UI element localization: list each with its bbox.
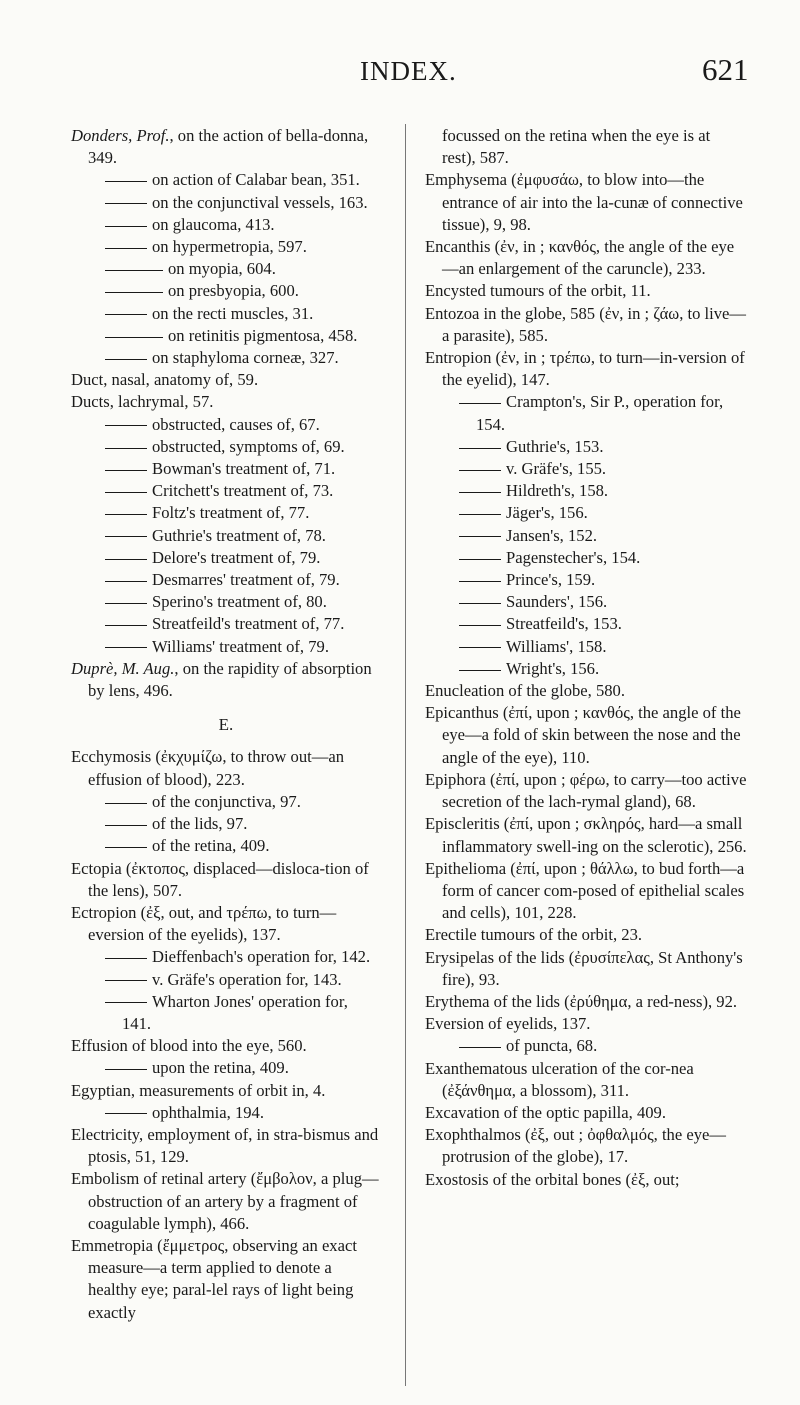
index-entry-donders <box>71 125 381 169</box>
sub-entry: on retinitis pigmentosa, 458. <box>71 325 381 347</box>
page-header <box>0 0 800 100</box>
index-entry-electricity: Electricity, employment of, in stra-bismus and ptosis, 51, 129. <box>71 1124 379 1167</box>
index-entry-entropion: Entropion (ἐν, in ; τρέπω, to turn—in-version of the eyelid), 147. <box>425 348 745 390</box>
index-entry-entozoa: Entozoa in the globe, 585 (ἐν, in ; ζάω, to live—a parasite), 585. <box>425 303 747 345</box>
sub-entry: on staphyloma corneæ, 327. <box>71 347 381 369</box>
sub-entry: on presbyopia, 600. <box>71 280 381 302</box>
index-entry-epicanthus: Epicanthus (ἐπί, upon ; κανθός, the angle of the eye—a fold of skin between the nose and the angle of the eye), 110. <box>425 703 741 767</box>
sub-entry: on action of Calabar bean, 351. <box>71 169 381 191</box>
sub-entry: Jansen's, 152. <box>425 525 747 547</box>
sub-entry: Crampton's, Sir P., operation for, 154. <box>425 391 747 435</box>
index-entry-exostosis: Exostosis of the orbital bones (ἐξ, out; <box>425 1169 680 1189</box>
sub-entry: Bowman's treatment of, 71. <box>71 458 381 480</box>
sub-entry: obstructed, symptoms of, 69. <box>71 436 381 458</box>
index-entry-enucleation: Enucleation of the globe, 580. <box>425 681 625 701</box>
index-entry-encanthis: Encanthis (ἐν, in ; κανθός, the angle of the eye—an enlargement of the caruncle), 233. <box>425 237 735 279</box>
index-entry-ectopia: Ectopia (ἐκτοπος, displaced—disloca-tion of the lens), 507. <box>71 858 369 900</box>
index-entry-epiphora: Epiphora (ἐπί, upon ; φέρω, to carry—too active secretion of the lach-rymal gland), 68. <box>425 769 747 812</box>
index-entry-erysipelas: Erysipelas of the lids (ἐρυσίπελας, St Anthony's fire), 93. <box>425 947 743 989</box>
index-entry-erythema: Erythema of the lids (ἐρύθημα, a red-ness), 92. <box>425 991 738 1011</box>
sub-entry: Critchett's treatment of, 73. <box>71 480 381 502</box>
index-entry-excavation: Excavation of the optic papilla, 409. <box>425 1102 666 1122</box>
sub-entry: on hypermetropia, 597. <box>71 236 381 258</box>
sub-entry: Pagenstecher's, 154. <box>425 547 747 569</box>
sub-entry: v. Gräfe's operation for, 143. <box>71 969 381 991</box>
sub-entry: Guthrie's, 153. <box>425 436 747 458</box>
index-entry-eversion: Eversion of eyelids, 137. <box>425 1014 591 1034</box>
index-entry-emphysema: Emphysema (ἐμφυσάω, to blow into—the entrance of air into the la-cunæ of connective tissue), 9, 98. <box>425 170 743 234</box>
page-number: 621 <box>702 52 749 87</box>
sub-entry: on the conjunctival vessels, 163. <box>71 192 381 214</box>
index-entry-egyptian: Egyptian, measurements of orbit in, 4. <box>71 1080 326 1100</box>
index-entry-ecchymosis: Ecchymosis (ἐκχυμίζω, to throw out—an effusion of blood), 223. <box>71 747 345 789</box>
sub-entry: on the recti muscles, 31. <box>71 303 381 325</box>
index-entry-encysted: Encysted tumours of the orbit, 11. <box>425 281 651 301</box>
index-entry-episcleritis: Episcleritis (ἐπί, upon ; σκληρός, hard—a small inflammatory swell-ing on the sclerotic), 256. <box>425 814 747 856</box>
entry-text: , on the action of bella-donna, 349. <box>88 126 369 168</box>
sub-entry: upon the retina, 409. <box>71 1057 381 1079</box>
sub-entry: Streatfeild's, 153. <box>425 613 747 635</box>
index-entry-embolism: Embolism of retinal artery (ἔμβολον, a plug—obstruction of an artery by a fragment of coagulable lymph), 466. <box>71 1169 379 1233</box>
section-letter-e: E. <box>218 715 234 735</box>
right-column <box>425 125 747 1191</box>
sub-entry: Jäger's, 156. <box>425 502 747 524</box>
running-title: INDEX. <box>360 56 457 86</box>
sub-entry: of the lids, 97. <box>71 813 381 835</box>
index-entry-ectropion: Ectropion (ἐξ, out, and τρέπω, to turn—eversion of the eyelids), 137. <box>71 902 337 945</box>
sub-entry: of puncta, 68. <box>425 1035 747 1057</box>
sub-entry: of the conjunctiva, 97. <box>71 791 381 813</box>
left-column <box>71 125 381 1324</box>
index-entry-duct: Duct, nasal, anatomy of, 59. <box>71 370 259 390</box>
index-entry-emmetropia: Emmetropia (ἔμμετρος, observing an exact measure—a term applied to denote a healthy eye; paral-lel rays of light being exactly <box>71 1235 357 1322</box>
sub-entry: Williams', 158. <box>425 636 747 658</box>
index-entry-exanthematous: Exanthematous ulceration of the cor-nea (ἐξάνθημα, a blossom), 311. <box>425 1058 694 1100</box>
index-entry-dupre <box>71 658 381 702</box>
sub-entry: Wright's, 156. <box>425 658 747 680</box>
index-columns <box>0 125 800 1395</box>
sub-entry: Williams' treatment of, 79. <box>71 636 381 658</box>
sub-entry: Foltz's treatment of, 77. <box>71 502 381 524</box>
sub-entry: Desmarres' treatment of, 79. <box>71 569 381 591</box>
sub-entry: Dieffenbach's operation for, 142. <box>71 946 381 968</box>
sub-entry: Streatfeild's treatment of, 77. <box>71 613 381 635</box>
sub-entry: ophthalmia, 194. <box>71 1102 381 1124</box>
sub-entry: Wharton Jones' operation for, 141. <box>71 991 381 1035</box>
index-entry-exophthalmos: Exophthalmos (ἐξ, out ; ὀφθαλμός, the eye—protrusion of the globe), 17. <box>425 1125 726 1167</box>
sub-entry: on glaucoma, 413. <box>71 214 381 236</box>
sub-entry: Prince's, 159. <box>425 569 747 591</box>
index-entry-effusion: Effusion of blood into the eye, 560. <box>71 1036 307 1056</box>
entry-text: , on the rapidity of absorption by lens, 496. <box>88 658 372 701</box>
sub-entry: obstructed, causes of, 67. <box>71 414 381 436</box>
index-entry-ducts: Ducts, lachrymal, 57. <box>71 392 214 412</box>
sub-entry: on myopia, 604. <box>71 258 381 280</box>
sub-entry: Hildreth's, 158. <box>425 480 747 502</box>
index-entry-continued: focussed on the retina when the eye is at rest), 587. <box>442 126 711 168</box>
sub-entry: Saunders', 156. <box>425 591 747 613</box>
index-entry-epithelioma: Epithelioma (ἐπί, upon ; θάλλω, to bud forth—a form of cancer com-posed of epithelial scales and cells), 101, 228. <box>425 858 745 923</box>
sub-entry: Sperino's treatment of, 80. <box>71 591 381 613</box>
index-entry-erectile: Erectile tumours of the orbit, 23. <box>425 925 643 945</box>
sub-entry: Guthrie's treatment of, 78. <box>71 525 381 547</box>
sub-entry: of the retina, 409. <box>71 835 381 857</box>
entry-head-name: Donders, Prof. <box>71 126 170 145</box>
sub-entry: Delore's treatment of, 79. <box>71 547 381 569</box>
sub-entry: v. Gräfe's, 155. <box>425 458 747 480</box>
entry-head-name: Duprè, M. Aug. <box>71 658 175 678</box>
